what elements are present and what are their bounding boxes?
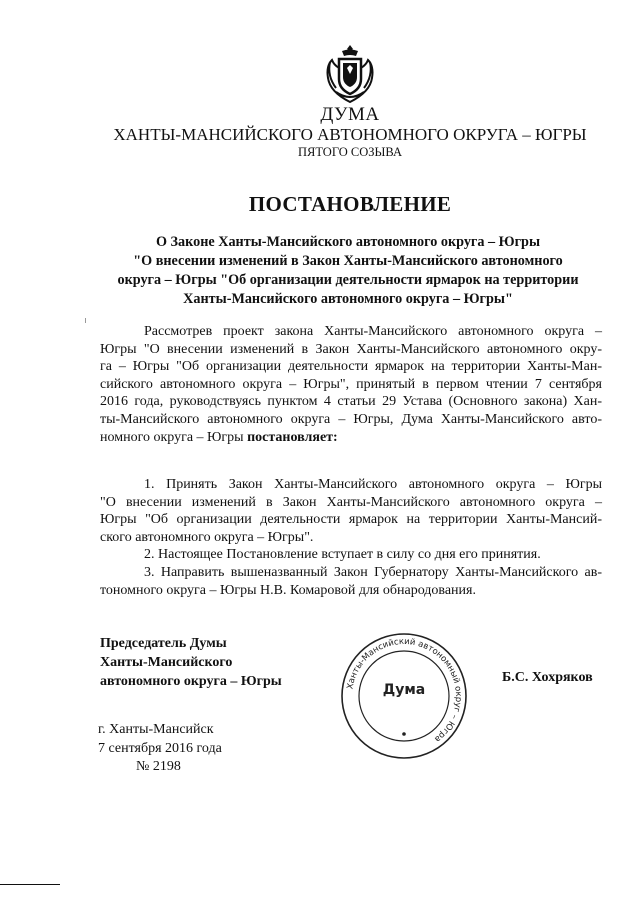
- coat-of-arms-icon: [322, 42, 378, 104]
- document-type-title: ПОСТАНОВЛЕНИЕ: [248, 192, 452, 216]
- preamble-last-line: [100, 429, 602, 447]
- signatory-title: [100, 634, 282, 691]
- resolution-items: [100, 476, 602, 599]
- document-subject: [78, 233, 618, 309]
- item-line: "О внесении изменений в Закон Ханты-Мансийского автономного округа –: [100, 494, 602, 510]
- seal-ring-text: Ханты-Мансийский автономный округ – Югра: [345, 636, 464, 744]
- convocation: ПЯТОГО СОЗЫВА: [297, 145, 403, 159]
- decision-word: постановляет:: [247, 429, 338, 445]
- preamble-line: 2016 года, руководствуясь пунктом 4 статьи 29 Устава (Основного закона) Хан-: [100, 394, 602, 410]
- okrug-name: ХАНТЫ-МАНСИЙСКОГО АВТОНОМНОГО ОКРУГА – ЮГРЫ: [113, 125, 587, 144]
- document-number: № 2198: [136, 759, 181, 774]
- preamble-line: сийского автономного округа – Югры", принятый в первом чтении 7 сентября: [100, 376, 602, 392]
- preamble-line: ты-Мансийского автономного округа – Югры, Дума Ханты-Мансийского авто-: [100, 411, 602, 427]
- item-line: 3. Направить вышеназванный Закон Губернатору Ханты-Мансийского ав-: [144, 564, 602, 580]
- subject-line: округа – Югры "Об организации деятельности ярмарок на территории: [117, 272, 579, 288]
- signatory-name: Б.С. Хохряков: [502, 670, 593, 685]
- preamble-line: Рассмотрев проект закона Ханты-Мансийского автономного округа –: [144, 324, 602, 339]
- preamble-line: Югры "О внесении изменений в Закон Ханты-Мансийского автономного окру-: [100, 341, 602, 357]
- signatory-title-line: Председатель Думы: [100, 636, 227, 651]
- item-line: ского автономного округа – Югры".: [100, 529, 314, 545]
- signatory-title-line: автономного округа – Югры: [100, 674, 282, 689]
- place-date-number: [98, 721, 222, 777]
- preamble-tail: номного округа – Югры: [100, 429, 244, 445]
- item-line: тономного округа – Югры Н.В. Комаровой для обнародования.: [100, 582, 476, 598]
- subject-line: "О внесении изменений в Закон Ханты-Мансийского автономного: [133, 253, 563, 269]
- footer-rule: [0, 884, 60, 885]
- item-line: Югры "Об организации деятельности ярмарок на территории Ханты-Мансий-: [100, 512, 602, 528]
- item-line: 1. Принять Закон Ханты-Мансийского автономного округа – Югры: [144, 477, 602, 492]
- subject-line: О Законе Ханты-Мансийского автономного округа – Югры: [155, 234, 541, 250]
- official-seal: [338, 630, 470, 762]
- preamble-line: га – Югры "Об организации деятельности ярмарок на территории Ханты-Ман-: [100, 359, 602, 375]
- preamble-paragraph: [100, 323, 602, 446]
- subject-line: Ханты-Мансийского автономного округа – Югры": [183, 291, 513, 307]
- org-name: ДУМА: [320, 104, 380, 125]
- item-line: 2. Настоящее Постановление вступает в силу со дня его принятия.: [144, 547, 541, 563]
- city: г. Ханты-Мансийск: [98, 722, 214, 737]
- seal-center-text: Дума: [382, 682, 426, 698]
- date: 7 сентября 2016 года: [98, 740, 222, 756]
- margin-mark: [85, 318, 86, 323]
- signatory-title-line: Ханты-Мансийского: [100, 655, 233, 670]
